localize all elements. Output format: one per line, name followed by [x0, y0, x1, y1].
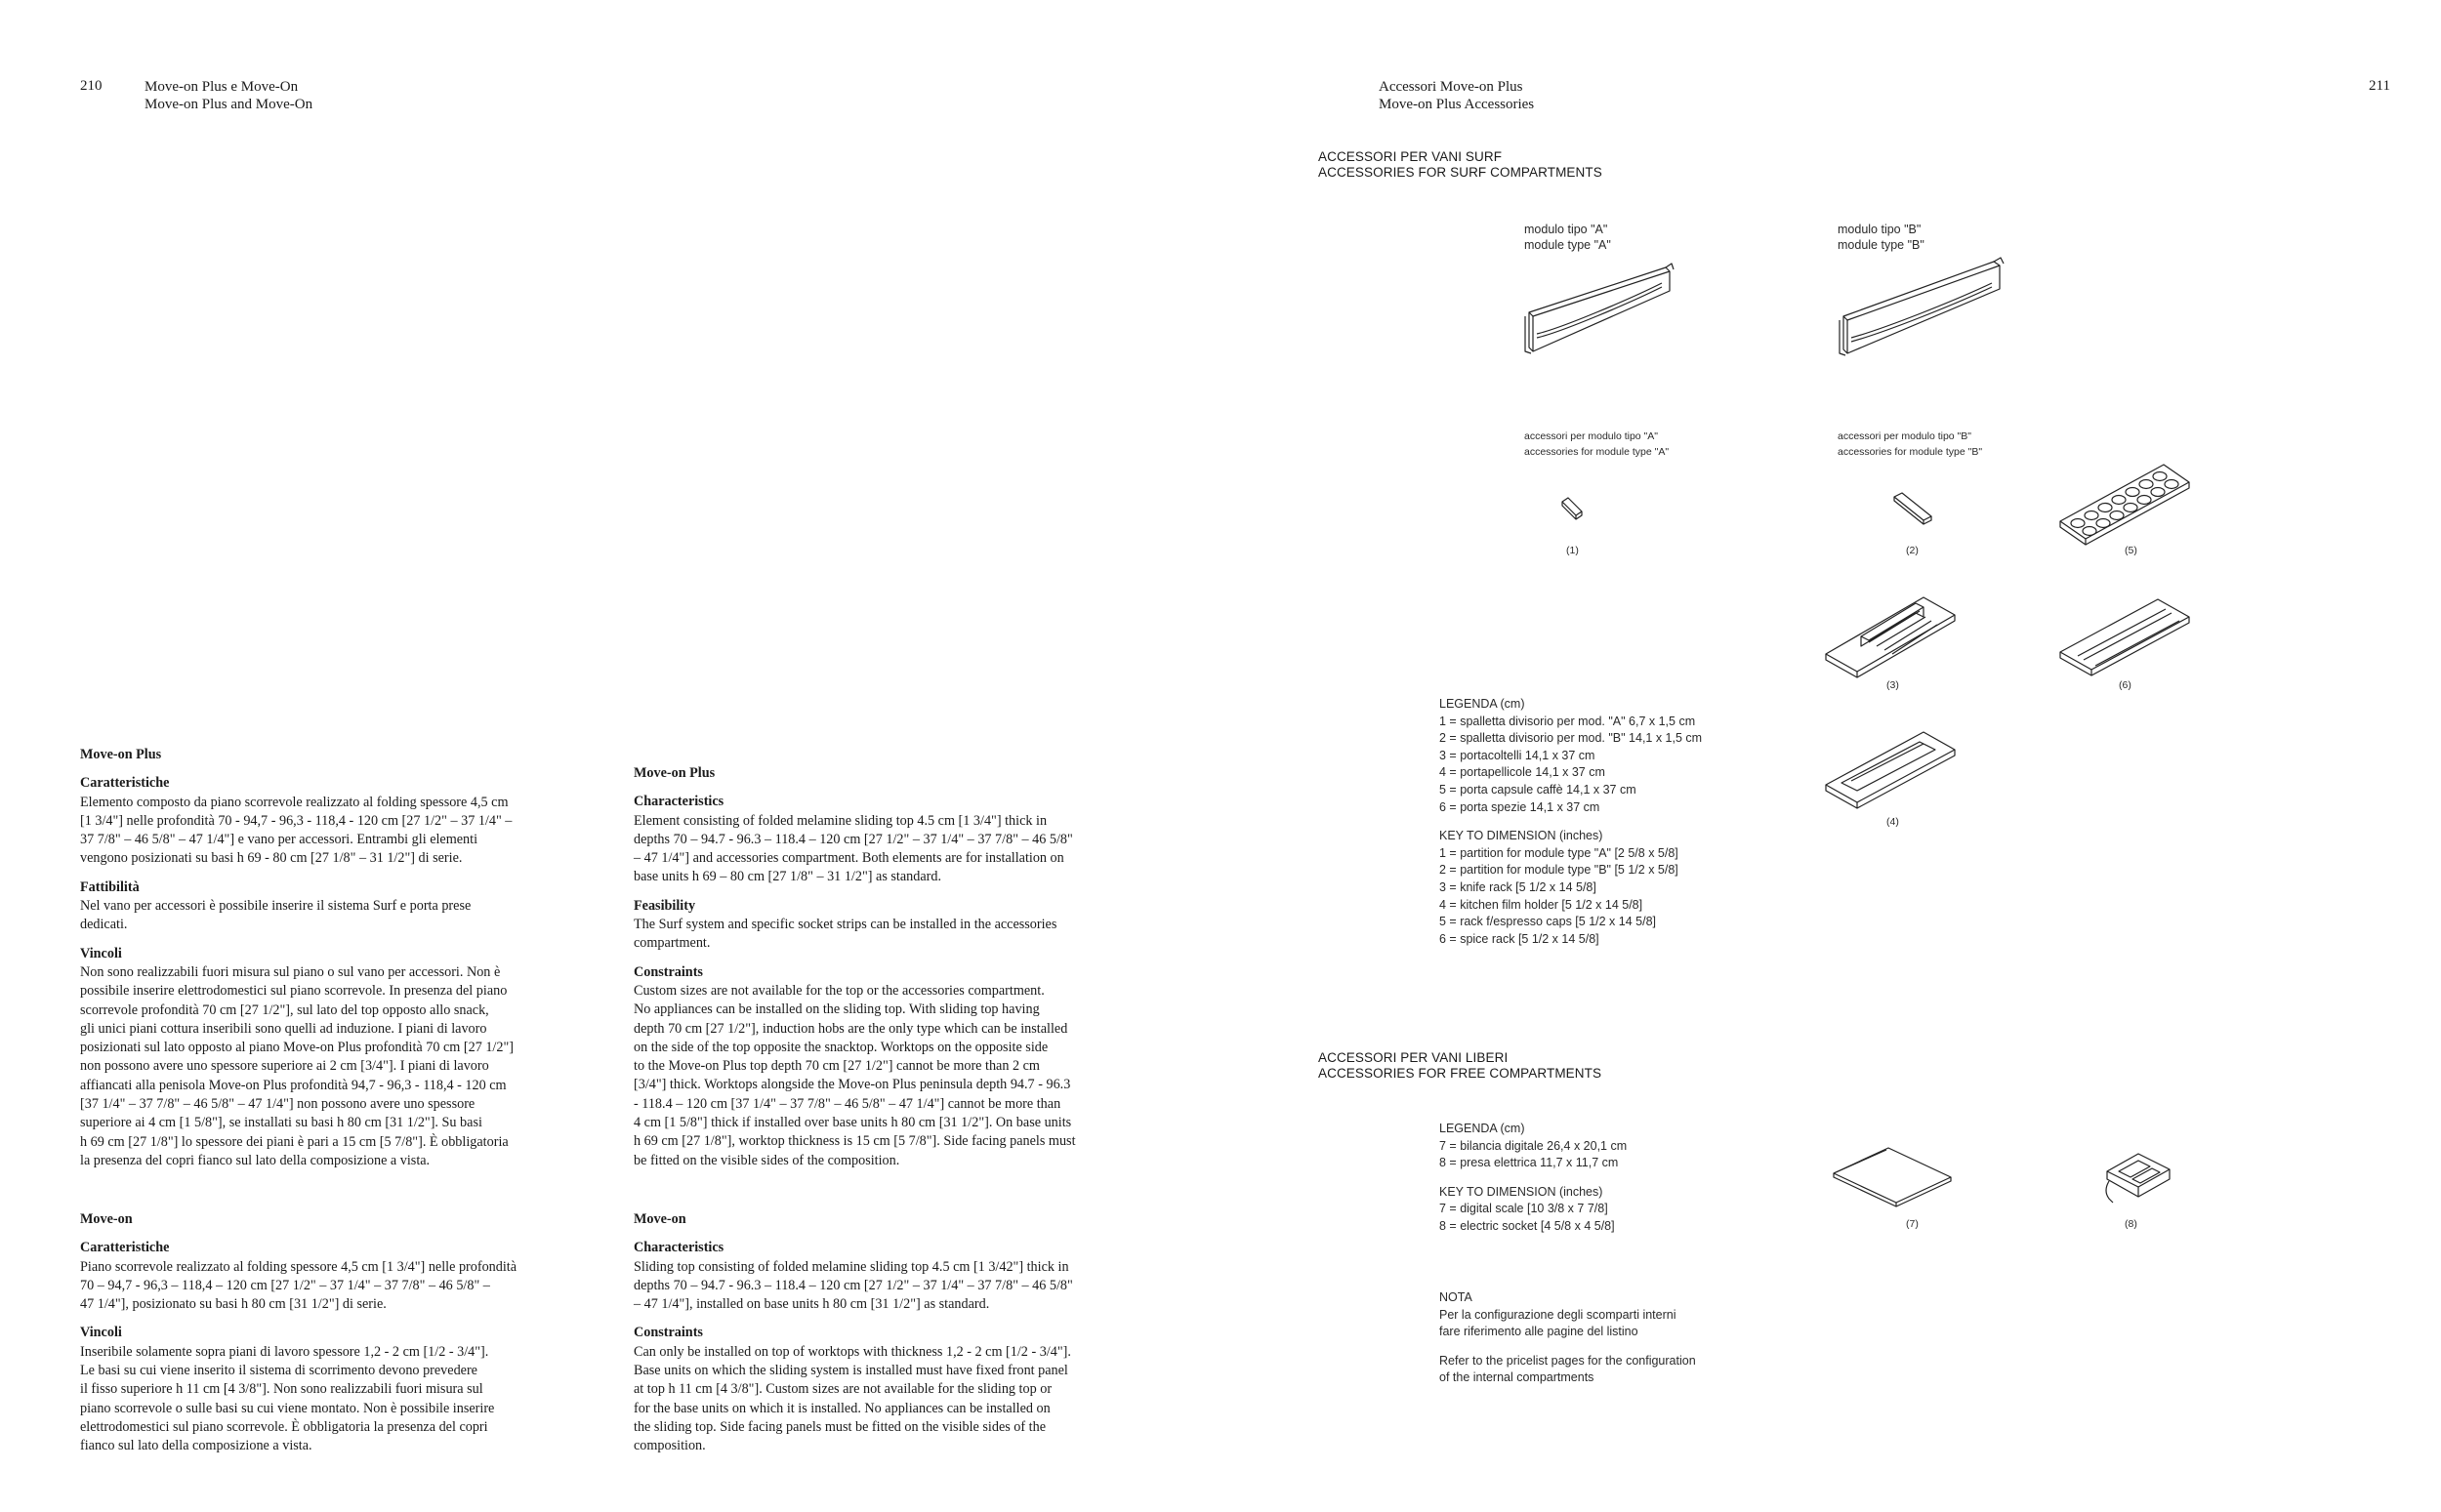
note-block — [1439, 1289, 1696, 1387]
cap-hole — [2126, 488, 2139, 497]
characteristics-text: Element consisting of folded melamine sliding top 4.5 cm [1 3/4"] thick in depths 70 – 94.7 - 96.3 – 118.4 – 120 cm [27 1/2" – 37 1/4" – 37 7/8" – 46 5/8" – 47 1/4"] and accessories compartment. Both elements are for installation on base units h 69 – 80 cm [27 1/8" – 31 1/2"] as standard. — [634, 812, 1073, 885]
cap-hole — [2137, 496, 2151, 505]
cap-hole — [2165, 480, 2178, 489]
feasibility-heading: Fattibilità — [80, 879, 140, 895]
knife-rack-side — [1826, 654, 1857, 677]
cap-hole — [2085, 511, 2098, 520]
surf-title-it: ACCESSORI PER VANI SURF — [1318, 149, 1503, 164]
module-a-label — [1524, 222, 1611, 253]
legend-item-8: 8 = presa elettrica 11,7 x 11,7 cm — [1439, 1156, 1619, 1170]
cap-hole — [2124, 504, 2137, 512]
characteristics-heading: Characteristics — [634, 794, 724, 810]
module-b-en: module type "B" — [1838, 238, 1924, 252]
cap-hole — [2139, 480, 2153, 489]
item-label-4: (4) — [1886, 816, 1899, 828]
item-label-2: (2) — [1906, 545, 1919, 556]
cap-hole — [2096, 519, 2110, 528]
module-a-en: module type "A" — [1524, 238, 1611, 252]
constraints-text: Can only be installed on top of worktops with thickness 1,2 - 2 cm [1/2 - 3/4"]. Base units on which the sliding system is installed must have fixed front panel at top h 11 cm [4 3/8"]. Custom sizes are not available for the sliding top or for the base units on which it is installed. No appliances can be installed on the sliding top. Side facing panels must be fitted on the visible sides of the composition. — [634, 1343, 1071, 1454]
item-label-6: (6) — [2119, 679, 2131, 691]
rack-side — [2086, 482, 2189, 545]
feasibility-text: The Surf system and specific socket strips can be installed in the accessories compartment. — [634, 917, 1057, 952]
spice-rack-top — [2060, 599, 2189, 670]
constraints-heading: Vincoli — [80, 945, 122, 961]
section-title: Move-on — [634, 1211, 686, 1227]
right-title-it: Accessori Move-on Plus — [1379, 79, 1523, 95]
key-item-5: 5 = rack f/espresso caps [5 1/2 x 14 5/8] — [1439, 915, 1656, 929]
film-holder-side — [1857, 750, 1955, 808]
constraints-heading: Constraints — [634, 963, 703, 980]
electric-socket-drawing — [2099, 1148, 2177, 1208]
cap-hole — [2083, 527, 2096, 536]
knife-rack-side — [1857, 615, 1955, 677]
legend-item-7: 7 = bilancia digitale 26,4 x 20,1 cm — [1439, 1138, 1628, 1153]
characteristics-text: Piano scorrevole realizzato al folding spessore 4,5 cm [1 3/4"] nelle profondità 70 – 94,7 - 96,3 – 118,4 – 120 cm [27 1/2" – 37 1/4" – 37 7/8" – 46 5/8" – 47 1/4"], posizionato su basi h 80 cm [31 1/2"] di serie. — [80, 1258, 517, 1313]
left-title-en: Move-on Plus and Move-On — [145, 97, 313, 112]
acc-a-it: accessori per modulo tipo "A" — [1524, 430, 1659, 442]
cap-hole — [2098, 504, 2112, 512]
key-item-6: 6 = spice rack [5 1/2 x 14 5/8] — [1439, 931, 1599, 946]
left-title-it: Move-on Plus e Move-On — [145, 79, 299, 95]
cap-hole — [2153, 472, 2167, 481]
item-label-8: (8) — [2125, 1218, 2137, 1230]
legend-title: LEGENDA (cm) — [1439, 697, 1525, 711]
feasibility-text: Nel vano per accessori è possibile inserire il sistema Surf e porta prese dedicati. — [80, 898, 472, 933]
spice-rack-side — [2060, 652, 2091, 675]
acc-a-en: accessories for module type "A" — [1524, 446, 1670, 458]
module-b-outline — [1843, 262, 2000, 353]
partition-b-drawing — [1892, 491, 1935, 524]
spice-rack-side — [2091, 617, 2189, 675]
module-a-outline — [1529, 267, 1670, 351]
scale-top — [1834, 1148, 1951, 1203]
cap-holes — [2071, 472, 2178, 536]
item-label-1: (1) — [1566, 545, 1579, 556]
characteristics-heading: Caratteristiche — [80, 1240, 170, 1256]
partition-a-face — [1562, 498, 1582, 515]
constraints-text: Inseribile solamente sopra piani di lavoro spessore 1,2 - 2 cm [1/2 - 3/4"]. Le basi su cui viene inserito il sistema di scorrimento devono prevedere il fisso superiore h 11 cm [4 3/8"]. Non sono realizzabili fuori misura sul piano scorrevole o sulle basi su cui viene montato. Non è possibile inserire elettrodomestici sul piano scorrevole. È obbligatoria la presenza del copri fianco sul lato della composizione a vista. — [80, 1343, 495, 1454]
partition-a-drawing — [1560, 496, 1586, 519]
accessories-a-label — [1524, 429, 1669, 460]
cap-hole — [2112, 496, 2126, 505]
constraints-heading: Vincoli — [80, 1325, 122, 1341]
free-legend — [1439, 1121, 1627, 1236]
cap-hole — [2110, 511, 2124, 520]
characteristics-text: Sliding top consisting of folded melamine sliding top 4.5 cm [1 3/42"] thick in depths 70 – 94.7 - 96.3 – 118.4 – 120 cm [27 1/2" – 37 1/4" – 37 7/8" – 46 5/8" – 47 1/4"], installed on base units h 80 cm [31 1/2"] as standard. — [634, 1258, 1073, 1313]
knife-rack-base — [1826, 597, 1955, 672]
cap-hole — [2151, 488, 2165, 497]
accessories-b-label — [1838, 429, 1982, 460]
section-moveon-plus-it — [80, 746, 588, 1180]
spice-rack-drawing — [2056, 593, 2193, 677]
socket-cable — [2106, 1181, 2113, 1203]
knife-slots — [1869, 611, 1937, 654]
cap-hole — [2071, 519, 2085, 528]
legend-title: LEGENDA (cm) — [1439, 1122, 1525, 1135]
right-page-number: 211 — [2369, 78, 2390, 94]
characteristics-text: Elemento composto da piano scorrevole realizzato al folding spessore 4,5 cm [1 3/4"] nelle profondità 70 - 94,7 - 96,3 - 118,4 - 120 cm [27 1/2" – 37 1/4" – 37 7/8" – 46 5/8" – 47 1/4"] e vano per accessori. Entrambi gli elementi vengono posizionati su basi h 69 - 80 cm [27 1/8" – 31 1/2"] di serie. — [80, 794, 513, 867]
film-holder-drawing — [1822, 726, 1959, 812]
legend-item-6: 6 = porta spezie 14,1 x 37 cm — [1439, 799, 1600, 814]
legend-item-5: 5 = porta capsule caffè 14,1 x 37 cm — [1439, 782, 1636, 797]
constraints-text: Custom sizes are not available for the top or the accessories compartment. No appliances can be installed on the sliding top. With sliding top having depth 70 cm [27 1/2"], induction hobs are the only type which can be installed on the side of the top opposite the snacktop. Worktops on the opposite side to the Move-on Plus top depth 70 cm [27 1/2"] cannot be more than 2 cm [3/4"] thick. Worktops alongside the Move-on Plus peninsula depth 94.7 - 96.3 - 118.4 – 120 cm [37 1/4" – 37 7/8" – 46 5/8" – 47 1/4"] cannot be more than 4 cm [1 5/8"] thick if installed over base units h 80 cm [31 1/2"]. On base units h 69 cm [27 1/8"], worktop thickness is 15 cm [5 7/8"]. Side facing panels must be fitted on the visible sides of the composition. — [634, 982, 1076, 1168]
module-b-drawing — [1838, 256, 2008, 363]
key-title: KEY TO DIMENSION (inches) — [1439, 829, 1603, 843]
key-item-2: 2 = partition for module type "B" [5 1/2 x 5/8] — [1439, 863, 1678, 878]
spice-rack-groove — [2095, 621, 2179, 666]
key-item-8: 8 = electric socket [4 5/8 x 4 5/8] — [1439, 1218, 1615, 1233]
feasibility-heading: Feasibility — [634, 897, 696, 914]
left-page-number: 210 — [80, 78, 103, 94]
socket-outlet — [2132, 1168, 2160, 1183]
left-running-title — [145, 78, 312, 113]
legend-item-3: 3 = portacoltelli 14,1 x 37 cm — [1439, 748, 1595, 762]
surf-section-title — [1318, 149, 1602, 181]
item-label-7: (7) — [1906, 1218, 1919, 1230]
scale-edge — [1834, 1150, 1886, 1173]
section-moveon-plus-en — [634, 764, 1141, 1180]
section-title: Move-on Plus — [634, 765, 716, 781]
free-title-it: ACCESSORI PER VANI LIBERI — [1318, 1050, 1509, 1065]
key-item-1: 1 = partition for module type "A" [2 5/8 x 5/8] — [1439, 845, 1678, 860]
note-title: NOTA — [1439, 1290, 1472, 1304]
acc-b-it: accessori per modulo tipo "B" — [1838, 430, 1972, 442]
key-title: KEY TO DIMENSION (inches) — [1439, 1184, 1603, 1199]
digital-scale-drawing — [1830, 1142, 1957, 1212]
right-title-en: Move-on Plus Accessories — [1379, 97, 1535, 112]
film-roll — [1841, 742, 1935, 791]
knife-rack-drawing — [1822, 590, 1959, 679]
characteristics-heading: Characteristics — [634, 1240, 724, 1256]
free-title-en: ACCESSORIES FOR FREE COMPARTMENTS — [1318, 1066, 1602, 1081]
module-b-label — [1838, 222, 1924, 253]
note-text-it: Per la configurazione degli scomparti interni fare riferimento alle pagine del listino — [1439, 1307, 1676, 1339]
module-b-channel — [1851, 283, 1992, 338]
key-item-3: 3 = knife rack [5 1/2 x 14 5/8] — [1439, 879, 1596, 894]
key-item-4: 4 = kitchen film holder [5 1/2 x 14 5/8] — [1439, 897, 1643, 912]
section-moveon-en — [634, 1210, 1141, 1466]
acc-b-en: accessories for module type "B" — [1838, 446, 1983, 458]
surf-title-en: ACCESSORIES FOR SURF COMPARTMENTS — [1318, 165, 1602, 180]
legend-item-2: 2 = spalletta divisorio per mod. "B" 14,1 x 1,5 cm — [1439, 731, 1703, 746]
module-b-channel — [1851, 287, 1992, 342]
free-section-title — [1318, 1050, 1601, 1082]
surf-legend — [1439, 696, 1702, 948]
item-label-5: (5) — [2125, 545, 2137, 556]
rack-side — [2060, 521, 2086, 545]
constraints-text: Non sono realizzabili fuori misura sul piano o sul vano per accessori. Non è possibile inserire elettrodomestici sul piano scorrevole. In presenza del piano scorrevole profondità 70 cm [27 1/2"], sul lato del top opposto allo snack, gli unici piani cottura inseribili sono quelli ad induzione. I piani di lavoro posizionati sul lato opposto al piano Move-on Plus profondità 70 cm [27 1/2"] non possono avere uno spessore superiore ai 2 cm [3/4"]. I piani di lavoro affiancati alla penisola Move-on Plus profondità 94,7 - 96,3 - 118,4 - 120 cm [37 1/4" – 37 7/8" – 46 5/8" – 47 1/4"] non possono avere uno spessore superiore ai 4 cm [1 5/8"], se installati su basi h 80 cm [31 1/2"]. Su basi h 69 cm [27 1/8"] lo spessore dei piani è pari a 15 cm [5 7/8"]. È obbligatoria la presenza del copri fianco sul lato della composizione a vista. — [80, 963, 514, 1168]
characteristics-heading: Caratteristiche — [80, 775, 170, 792]
section-title: Move-on Plus — [80, 747, 162, 762]
right-running-title — [1379, 78, 1534, 113]
section-title: Move-on — [80, 1211, 133, 1227]
note-text-en: Refer to the pricelist pages for the configuration of the internal compartments — [1439, 1353, 1696, 1385]
espresso-caps-rack-drawing — [2056, 459, 2193, 547]
legend-item-1: 1 = spalletta divisorio per mod. "A" 6,7 x 1,5 cm — [1439, 714, 1696, 728]
module-a-it: modulo tipo "A" — [1524, 223, 1608, 236]
module-b-it: modulo tipo "B" — [1838, 223, 1922, 236]
item-label-3: (3) — [1886, 679, 1899, 691]
module-b-edge — [1843, 266, 2000, 320]
key-item-7: 7 = digital scale [10 3/8 x 7 7/8] — [1439, 1202, 1608, 1216]
section-moveon-it — [80, 1210, 588, 1466]
constraints-heading: Constraints — [634, 1325, 703, 1341]
module-a-drawing — [1523, 262, 1679, 359]
socket-outlet — [2119, 1161, 2150, 1177]
film-holder-top — [1826, 732, 1955, 802]
legend-item-4: 4 = portapellicole 14,1 x 37 cm — [1439, 765, 1605, 780]
